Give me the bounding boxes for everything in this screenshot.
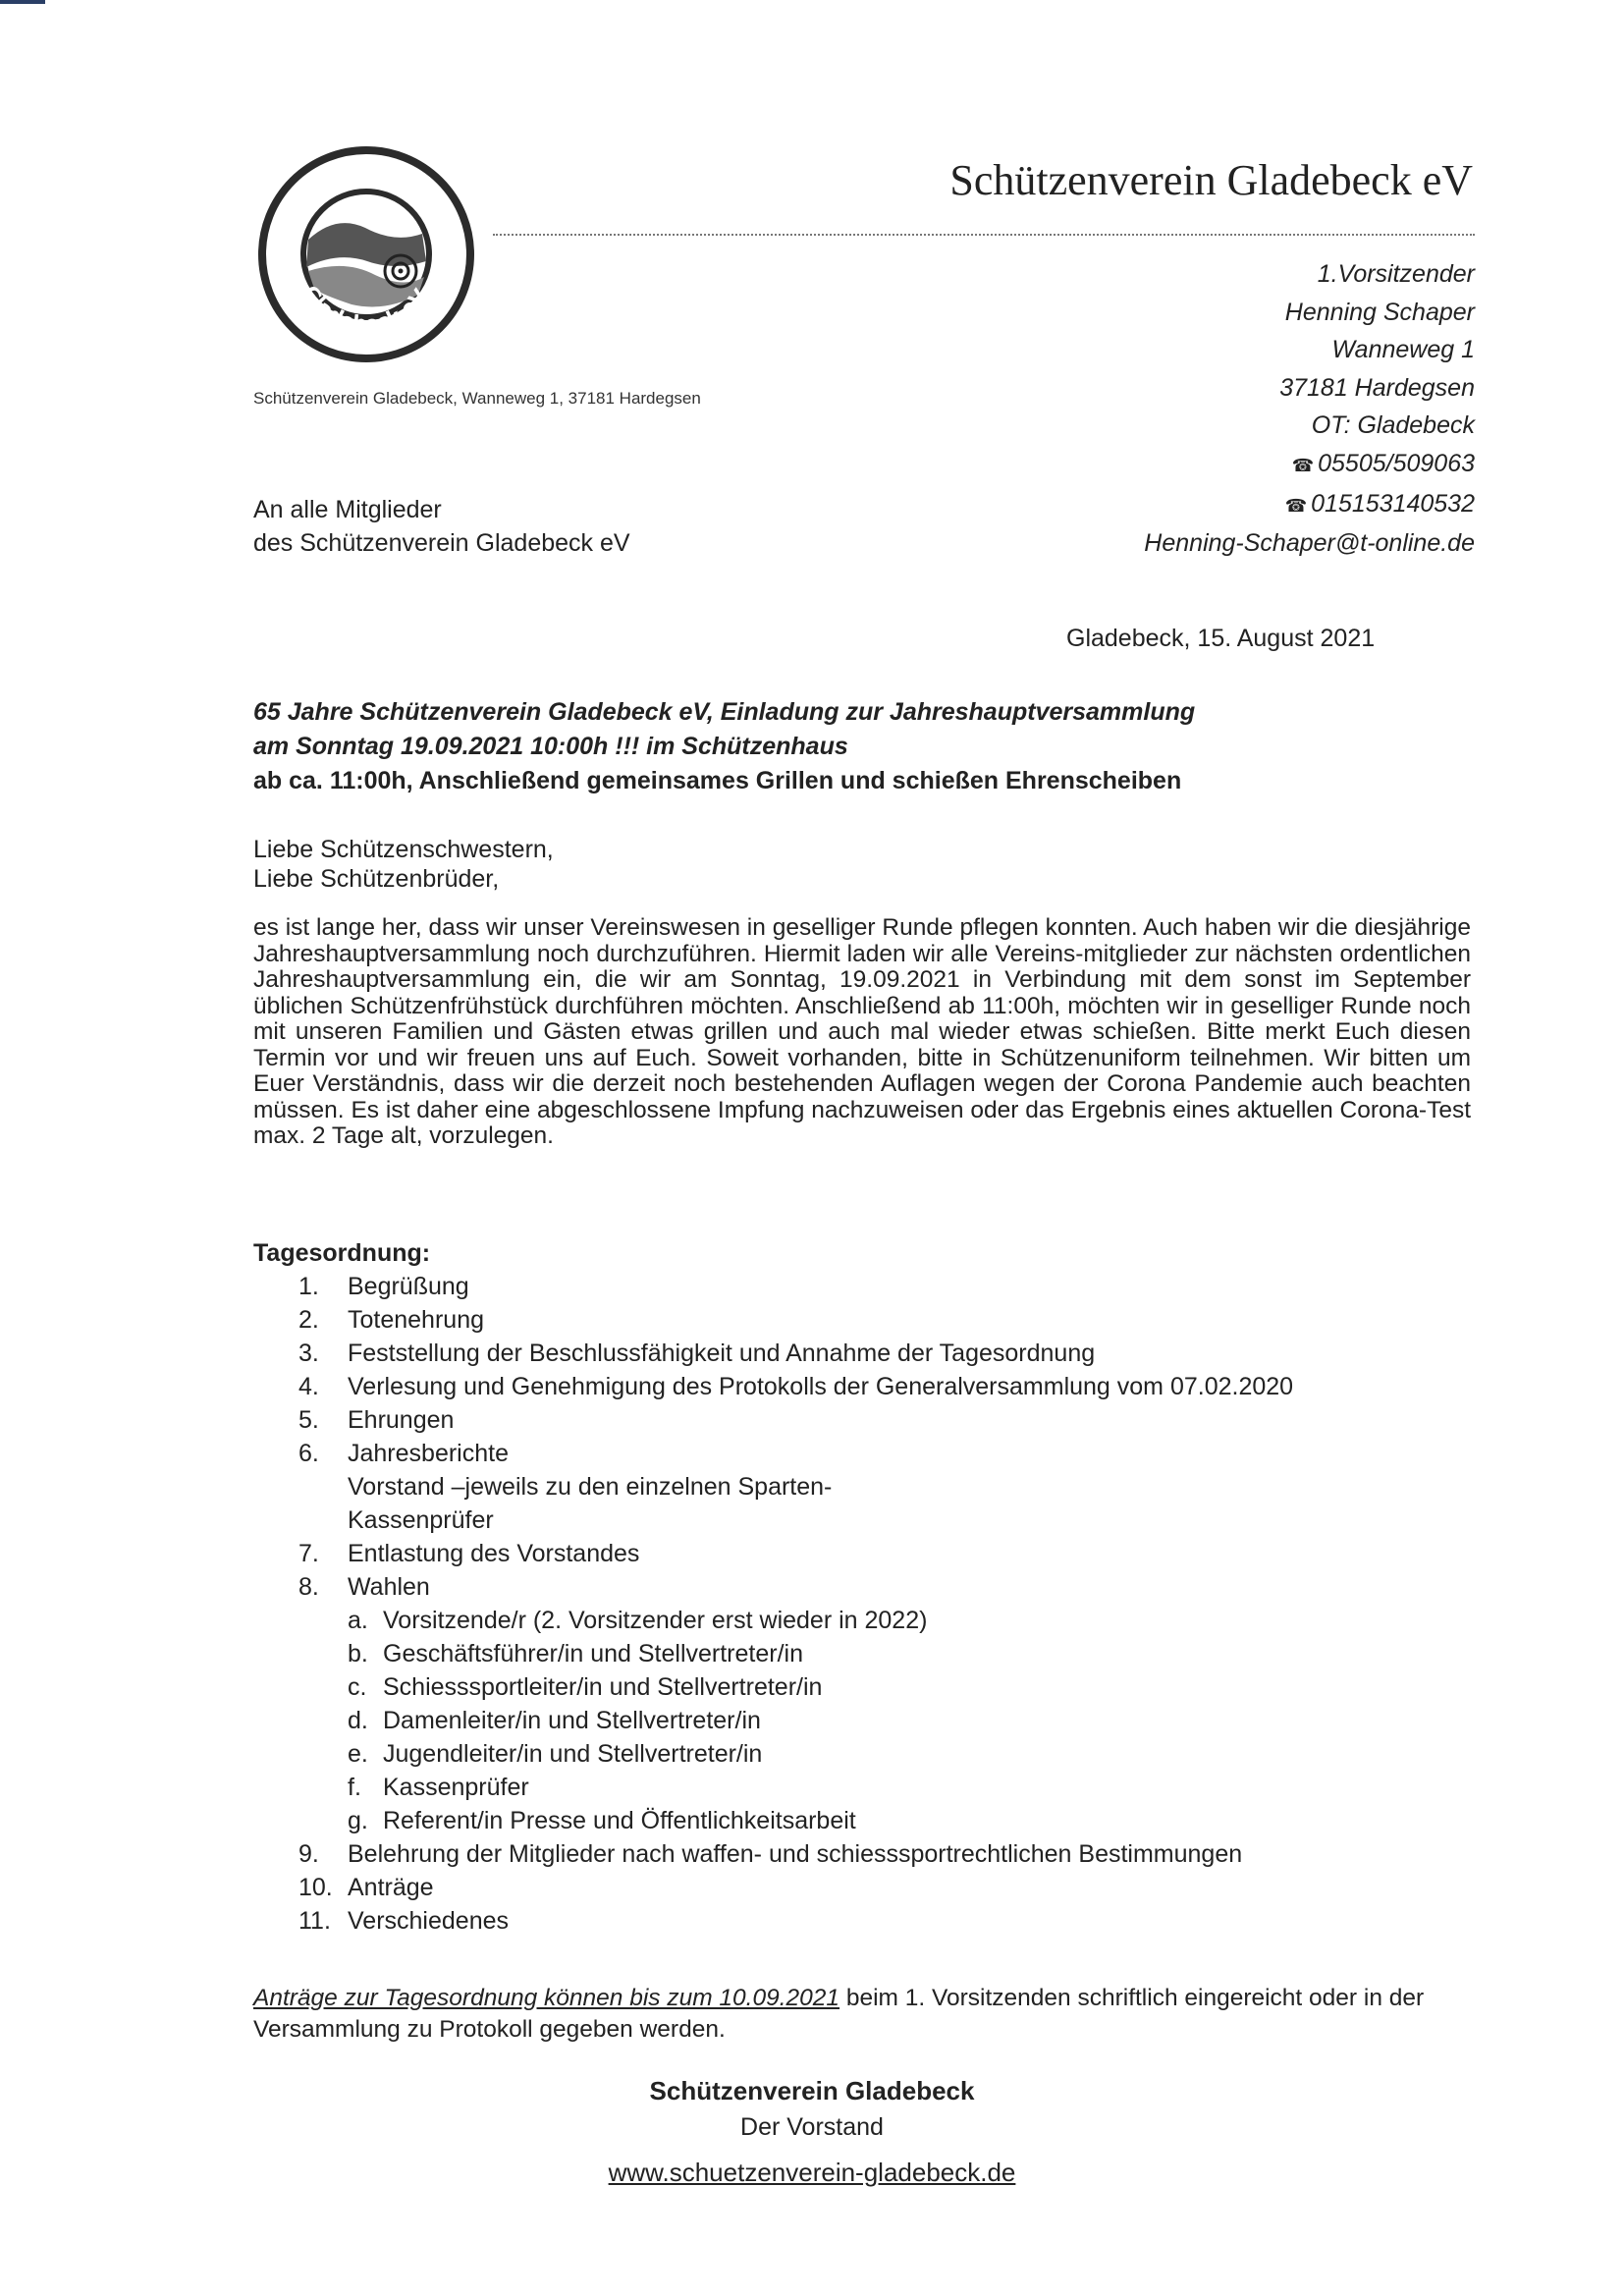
agenda-heading: Tagesordnung: bbox=[253, 1239, 431, 1267]
agenda-item-number: 7. bbox=[298, 1540, 319, 1567]
sender-phone bbox=[964, 445, 1475, 485]
letterhead-divider bbox=[493, 234, 1475, 236]
salutation-line-2: Liebe Schützenbrüder, bbox=[253, 865, 500, 893]
recipient-line-1: An alle Mitglieder bbox=[253, 496, 442, 523]
agenda-item bbox=[253, 1403, 1471, 1437]
recipient-block bbox=[253, 493, 630, 560]
agenda-item bbox=[253, 1537, 1471, 1570]
sender-name: Henning Schaper bbox=[1284, 298, 1475, 326]
sender-phone-number: 05505/509063 bbox=[1318, 449, 1475, 477]
agenda-subitem-text: Schiesssportleiter/in und Stellvertreter/in bbox=[383, 1673, 823, 1701]
agenda-item-text: Verlesung und Genehmigung des Protokolls der Generalversammlung vom 07.02.2020 bbox=[348, 1373, 1294, 1400]
sender-mobile-number: 015153140532 bbox=[1311, 489, 1475, 518]
agenda-item bbox=[253, 1437, 1471, 1537]
sender-email: Henning-Schaper@t-online.de bbox=[1144, 529, 1475, 558]
agenda-item-number: 8. bbox=[298, 1573, 319, 1601]
letter-date: Gladebeck, 15. August 2021 bbox=[1066, 625, 1376, 652]
agenda-item-text: Verschiedenes bbox=[348, 1907, 510, 1935]
agenda-item-number: 9. bbox=[298, 1840, 319, 1868]
agenda-item-text: Begrüßung bbox=[348, 1273, 469, 1300]
agenda-item-number: 6. bbox=[298, 1440, 319, 1467]
motions-deadline-rest: beim 1. Vorsitzenden schriftlich eingereicht oder in der Versammlung zu Protokoll gegeben werden. bbox=[253, 1985, 1425, 2043]
sender-role: 1.Vorsitzender bbox=[1317, 260, 1475, 288]
agenda-item bbox=[253, 1570, 1471, 1837]
agenda bbox=[253, 1239, 1471, 1938]
agenda-subitem-text: Geschäftsführer/in und Stellvertreter/in bbox=[383, 1640, 803, 1667]
agenda-subitem-letter: f. bbox=[348, 1774, 361, 1801]
agenda-item-text: Belehrung der Mitglieder nach waffen- und schiesssportrechtlichen Bestimmungen bbox=[348, 1840, 1243, 1868]
agenda-item-text: Totenehrung bbox=[348, 1306, 485, 1334]
agenda-subitem-text: Kassenprüfer bbox=[383, 1774, 529, 1801]
agenda-subitem bbox=[348, 1637, 1471, 1670]
subject-block bbox=[253, 695, 1353, 798]
return-address: Schützenverein Gladebeck, Wanneweg 1, 37181 Hardegsen bbox=[253, 389, 701, 408]
motions-deadline-note bbox=[253, 1983, 1471, 2046]
agenda-item-number: 11. bbox=[298, 1907, 331, 1935]
sender-city: 37181 Hardegsen bbox=[1279, 373, 1475, 402]
subject-line-2: am Sonntag 19.09.2021 10:00h !!! im Schützenhaus bbox=[253, 733, 848, 760]
agenda-item-detail: Vorstand –jeweils zu den einzelnen Sparten- bbox=[348, 1473, 833, 1501]
agenda-item-number: 3. bbox=[298, 1339, 319, 1367]
subject-line-3: ab ca. 11:00h, Anschließend gemeinsames Grillen und schießen Ehrenscheiben bbox=[253, 767, 1182, 794]
agenda-subitem bbox=[348, 1771, 1471, 1804]
subject-line-1: 65 Jahre Schützenverein Gladebeck eV, Einladung zur Jahreshauptversammlung bbox=[253, 698, 1196, 726]
agenda-item bbox=[253, 1837, 1471, 1871]
agenda-subitem bbox=[348, 1737, 1471, 1771]
telephone-icon: ☎ bbox=[1284, 495, 1308, 516]
agenda-item-text: Entlastung des Vorstandes bbox=[348, 1540, 640, 1567]
agenda-item bbox=[253, 1303, 1471, 1337]
agenda-item-detail: Kassenprüfer bbox=[348, 1506, 494, 1534]
corner-mark bbox=[0, 0, 45, 4]
agenda-item bbox=[253, 1270, 1471, 1303]
agenda-item-number: 4. bbox=[298, 1373, 319, 1400]
agenda-subitem-letter: a. bbox=[348, 1607, 368, 1634]
agenda-subitem bbox=[348, 1670, 1471, 1704]
agenda-item-number: 5. bbox=[298, 1406, 319, 1434]
agenda-item-text: Ehrungen bbox=[348, 1406, 455, 1434]
agenda-item bbox=[253, 1871, 1471, 1904]
logo-bottom-text: Gladebeck eV. bbox=[298, 281, 434, 336]
sender-block bbox=[964, 255, 1475, 563]
agenda-subitem-text: Damenleiter/in und Stellvertreter/in bbox=[383, 1707, 761, 1734]
agenda-item-number: 10. bbox=[298, 1874, 333, 1901]
agenda-item-text: Anträge bbox=[348, 1874, 434, 1901]
sender-mobile bbox=[964, 485, 1475, 525]
agenda-item-number: 1. bbox=[298, 1273, 319, 1300]
agenda-item bbox=[253, 1904, 1471, 1938]
logo-top-text: Schützenverein bbox=[277, 159, 456, 234]
agenda-subitem bbox=[348, 1804, 1471, 1837]
club-logo bbox=[257, 145, 475, 363]
agenda-subitem-text: Jugendleiter/in und Stellvertreter/in bbox=[383, 1740, 763, 1768]
agenda-item-number: 2. bbox=[298, 1306, 319, 1334]
salutation bbox=[253, 835, 554, 894]
website-link[interactable]: www.schuetzenverein-gladebeck.de bbox=[608, 2158, 1016, 2187]
agenda-subitem-text: Vorsitzende/r (2. Vorsitzender erst wieder in 2022) bbox=[383, 1607, 928, 1634]
agenda-list bbox=[253, 1270, 1471, 1938]
closing-board: Der Vorstand bbox=[740, 2113, 884, 2141]
letter-body: es ist lange her, dass wir unser Vereinswesen in geselliger Runde pflegen konnten. Auch haben wir die diesjährige Jahreshauptversammlung noch durchzuführen. Hiermit laden wir alle Vereins-mitglieder zur nächsten ordentlichen Jahreshauptversammlung ein, die wir am Sonntag, 19.09.2021 in Verbindung mit dem sonst im September üblichen Schützenfrühstück durchführen möchten. Anschließend ab 11:00h, möchten wir in geselliger Runde noch mit unseren Familien und Gästen etwas grillen und auch mal wieder etwas schießen. Bitte merkt Euch diesen Termin vor und wir freuen uns auf Euch. Soweit vorhanden, bitte in Schützenuniform teilnehmen. Wir bitten um Euer Verständnis, dass wir die derzeit noch bestehenden Auflagen wegen der Corona Pandemie auch beachten müssen. Es ist daher eine abgeschlossene Impfung nachzuweisen oder das Ergebnis eines aktuellen Corona-Test max. 2 Tage alt, vorzulegen. bbox=[253, 914, 1471, 1149]
salutation-line-1: Liebe Schützenschwestern, bbox=[253, 836, 554, 863]
agenda-subitem bbox=[348, 1704, 1471, 1737]
sender-district: OT: Gladebeck bbox=[1311, 411, 1475, 440]
agenda-subitem-letter: b. bbox=[348, 1640, 368, 1667]
agenda-item-text: Feststellung der Beschlussfähigkeit und Annahme der Tagesordnung bbox=[348, 1339, 1096, 1367]
motions-deadline-emphasis: Anträge zur Tagesordnung können bis zum 10.09.2021 bbox=[253, 1985, 840, 2011]
letterhead-org-name: Schützenverein Gladebeck eV bbox=[949, 156, 1473, 204]
agenda-item-text: Wahlen bbox=[348, 1573, 430, 1601]
agenda-subitem-letter: e. bbox=[348, 1740, 368, 1768]
agenda-subitem-letter: c. bbox=[348, 1673, 367, 1701]
agenda-item bbox=[253, 1370, 1471, 1403]
agenda-item bbox=[253, 1337, 1471, 1370]
agenda-subitem bbox=[348, 1604, 1471, 1637]
recipient-line-2: des Schützenverein Gladebeck eV bbox=[253, 529, 630, 557]
telephone-icon: ☎ bbox=[1291, 455, 1315, 475]
agenda-item-text: Jahresberichte bbox=[348, 1440, 509, 1467]
agenda-subitem-text: Referent/in Presse und Öffentlichkeitsarbeit bbox=[383, 1807, 856, 1834]
closing-block bbox=[0, 2072, 1624, 2200]
agenda-sublist bbox=[348, 1604, 1471, 1837]
agenda-subitem-letter: d. bbox=[348, 1707, 368, 1734]
sender-street: Wanneweg 1 bbox=[1331, 336, 1475, 364]
agenda-subitem-letter: g. bbox=[348, 1807, 368, 1834]
closing-org: Schützenverein Gladebeck bbox=[649, 2076, 975, 2105]
